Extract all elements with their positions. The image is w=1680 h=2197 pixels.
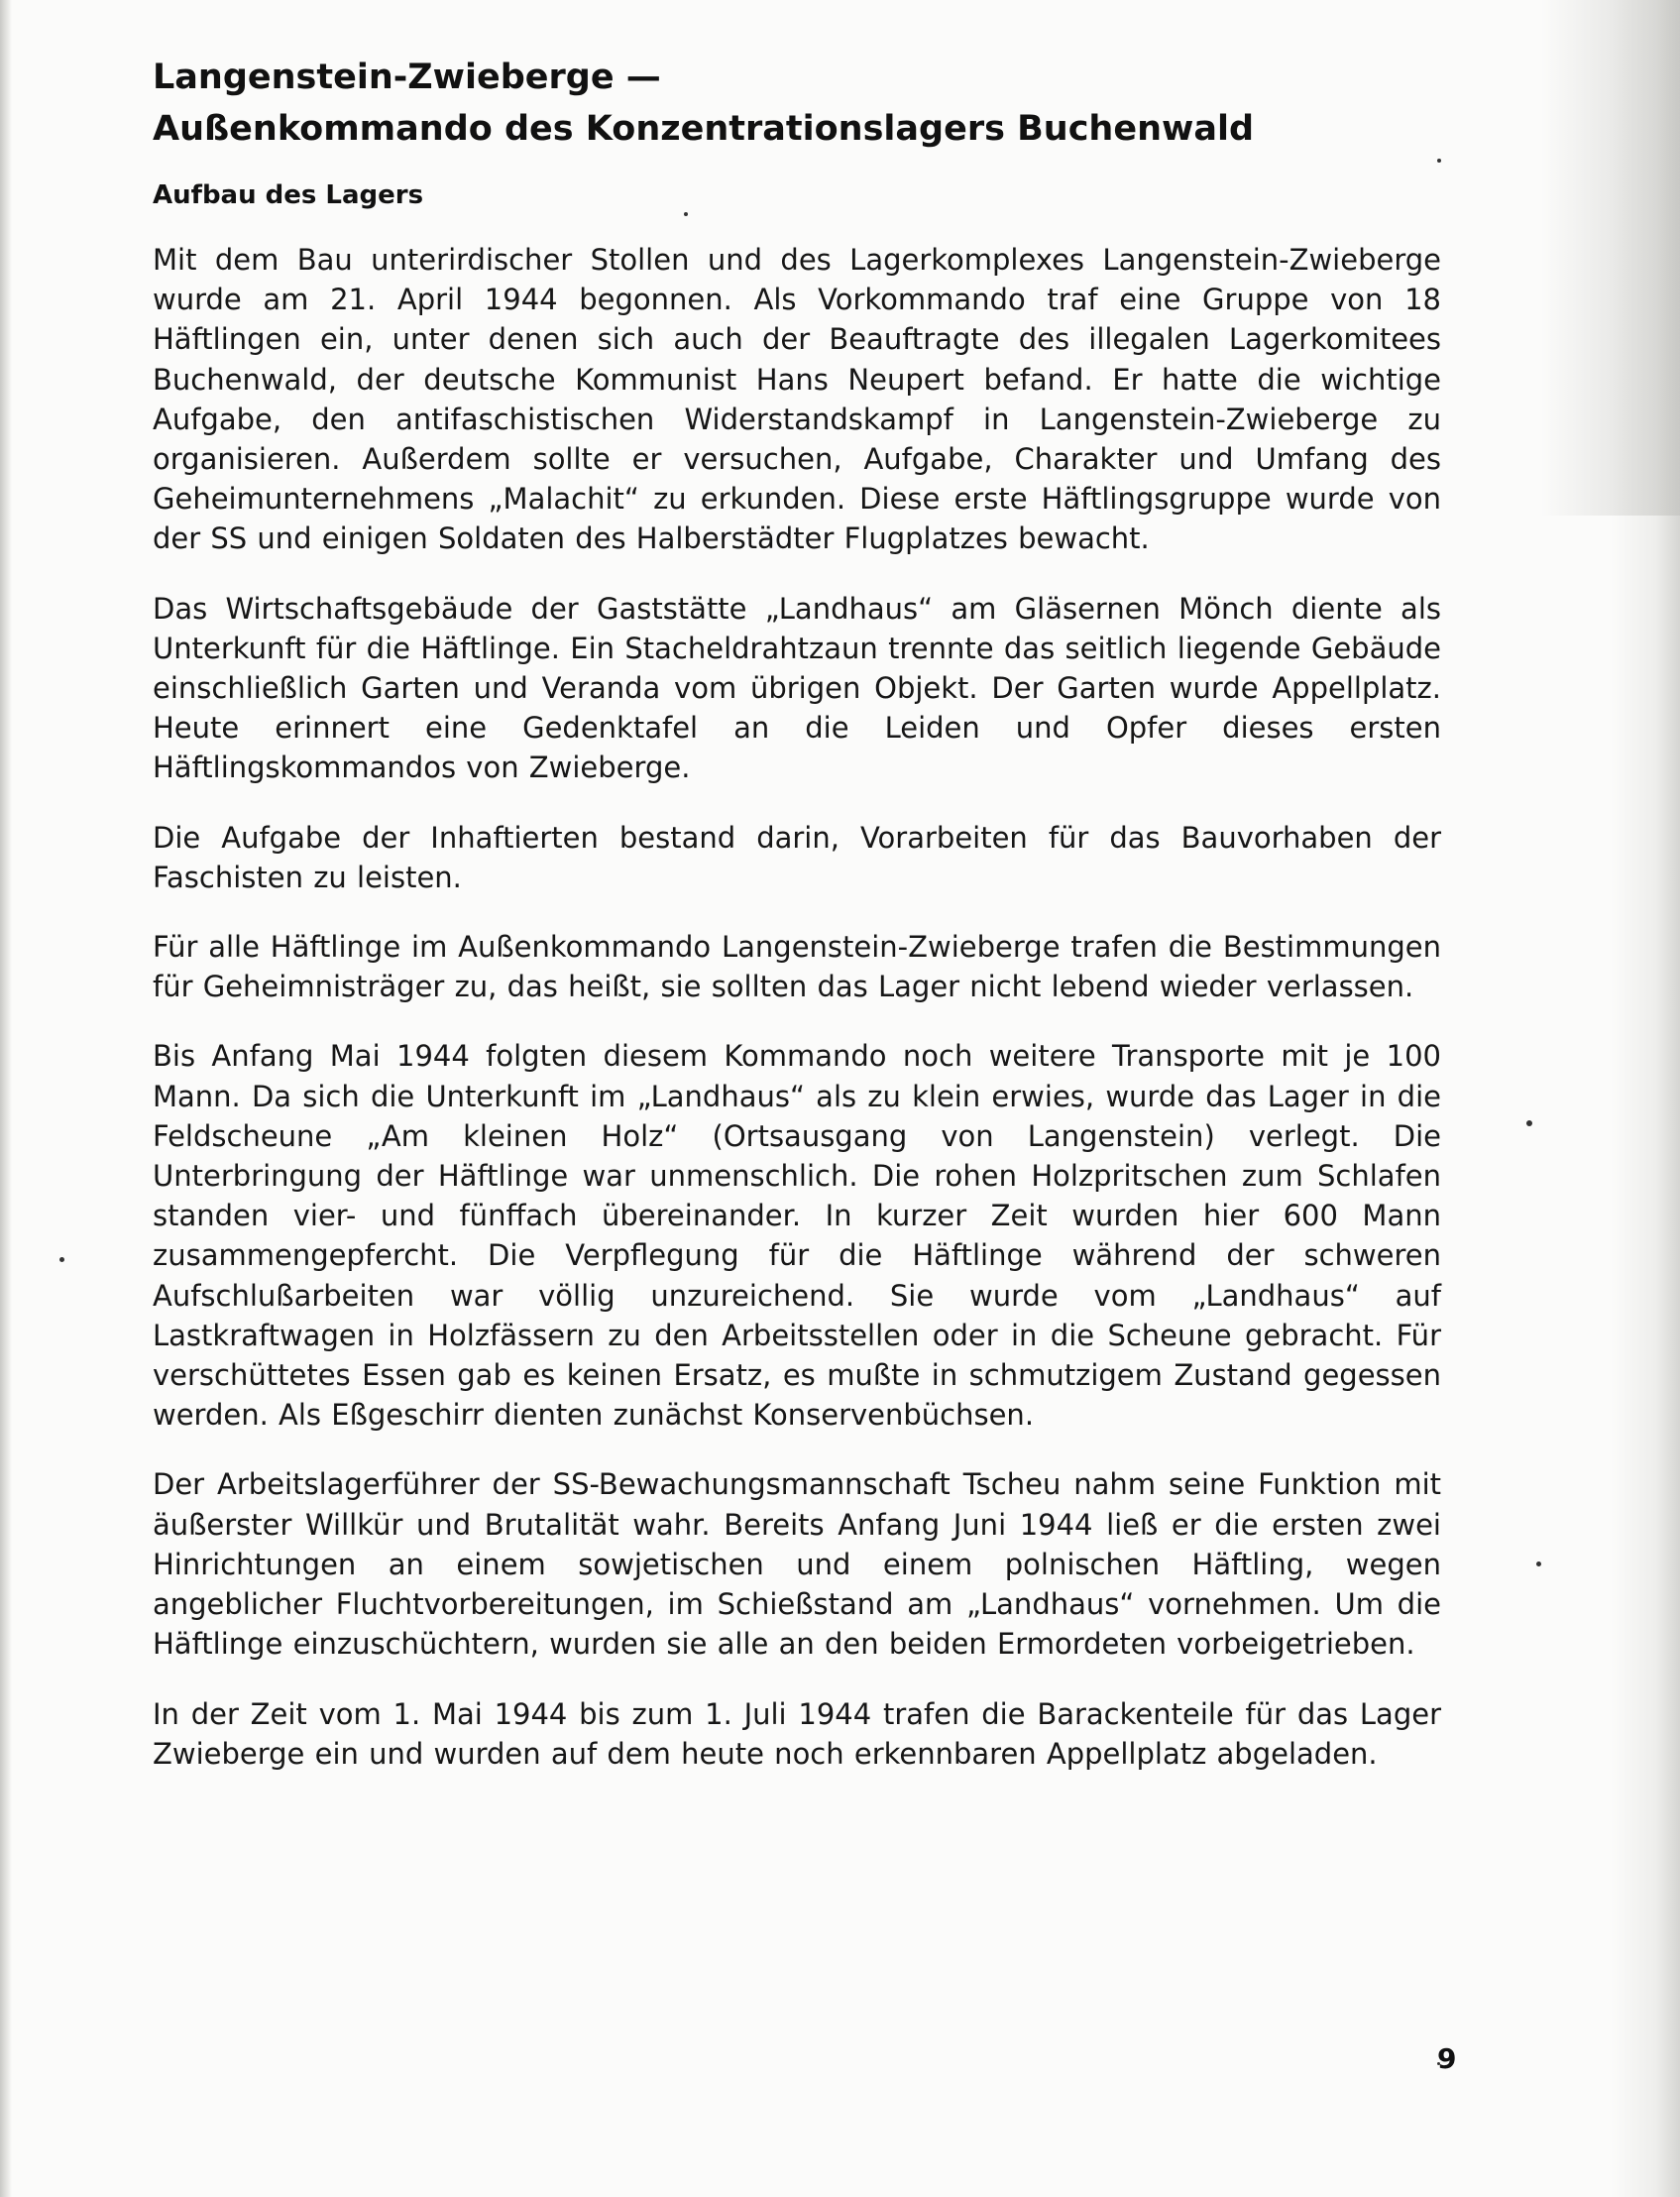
scan-speck [1526, 1120, 1532, 1126]
document-title [153, 52, 1441, 155]
paragraph: Das Wirtschaftsgebäude der Gaststätte „Landhaus“ am Gläsernen Mönch diente als Unterkunft für die Häftlinge. Ein Stacheldrahtzaun trennte das seitlich liegende Gebäude einschließlich Garten und Veranda vom übrigen Objekt. Der Garten wurde Appellplatz. Heute erinnert eine Gedenktafel an die Leiden und Opfer dieses ersten Häftlingskommandos von Zwieberge. [153, 591, 1441, 785]
page-number: 9 [1437, 2042, 1457, 2075]
paragraph: Der Arbeitslagerführer der SS-Bewachungsmannschaft Tscheu nahm seine Funktion mit äußerster Willkür und Brutalität wahr. Bereits Anfang Juni 1944 ließ er die ersten zwei Hinrichtungen an einem sowjetischen und einem polnischen Häftling, wegen angeblicher Fluchtvorbereitungen, im Schießstand am „Landhaus“ vornehmen. Um die Häftlinge einzuschüchtern, wurden sie alle an den beiden Ermordeten vorbeigetrieben. [153, 1467, 1441, 1662]
paragraph: Die Aufgabe der Inhaftierten bestand darin, Vorarbeiten für das Bauvorhaben der Faschisten zu leisten. [153, 820, 1441, 894]
paragraph: Für alle Häftlinge im Außenkommando Langenstein-Zwieberge trafen die Bestimmungen für Geheimnisträger zu, das heißt, sie sollten das Lager nicht lebend wieder verlassen. [153, 930, 1441, 1004]
paragraph: Bis Anfang Mai 1944 folgten diesem Kommando noch weitere Transporte mit je 100 Mann. Da sich die Unterkunft im „Landhaus“ als zu klein erwies, wurde das Lager in die Feldscheune „Am kleinen Holz“ (Ortsausgang von Langenstein) verlegt. Die Unterbringung der Häftlinge war unmenschlich. Die rohen Holzpritschen zum Schlafen standen vier- und fünffach übereinander. In kurzer Zeit wurden hier 600 Mann zusammengepfercht. Die Verpflegung für die Häftlinge während der schweren Aufschlußarbeiten war völlig unzureichend. Sie wurde vom „Landhaus“ auf Lastkraftwagen in Holzfässern zu den Arbeitsstellen oder in die Scheune gebracht. Für verschüttetes Essen gab es keinen Ersatz, es mußte in schmutzigem Zustand gegessen werden. Als Eßgeschirr dienten zunächst Konservenbüchsen. [153, 1039, 1441, 1433]
page-edge-shadow [1541, 0, 1680, 516]
document-body [153, 52, 1441, 1803]
scan-speck [59, 1257, 64, 1262]
title-line-1: Langenstein-Zwieberge — [153, 58, 661, 97]
paragraph: In der Zeit vom 1. Mai 1944 bis zum 1. Juli 1944 trafen die Barackenteile für das Lager Zwieberge ein und wurden auf dem heute noch erkennbaren Appellplatz abgeladen. [153, 1696, 1441, 1771]
title-line-2: Außenkommando des Konzentrationslagers Buchenwald [153, 109, 1255, 149]
scan-speck [1536, 1561, 1541, 1566]
page-edge-left [0, 0, 12, 2197]
paragraph: Mit dem Bau unterirdischer Stollen und des Lagerkomplexes Langenstein-Zwieberge wurde am 21. April 1944 begonnen. Als Vorkommando traf eine Gruppe von 18 Häftlingen ein, unter denen sich auch der Beauftragte des illegalen Lagerkomitees Buchenwald, der deutsche Kommunist Hans Neupert befand. Er hatte die wichtige Aufgabe, den antifaschistischen Widerstandskampf in Langenstein-Zwieberge zu organisieren. Außerdem sollte er versuchen, Aufgabe, Charakter und Umfang des Geheimunternehmens „Malachit“ zu erkunden. Diese erste Häftlingsgruppe wurde von der SS und einigen Soldaten des Halberstädter Flugplatzes bewacht. [153, 243, 1441, 556]
section-heading: Aufbau des Lagers [153, 180, 424, 210]
